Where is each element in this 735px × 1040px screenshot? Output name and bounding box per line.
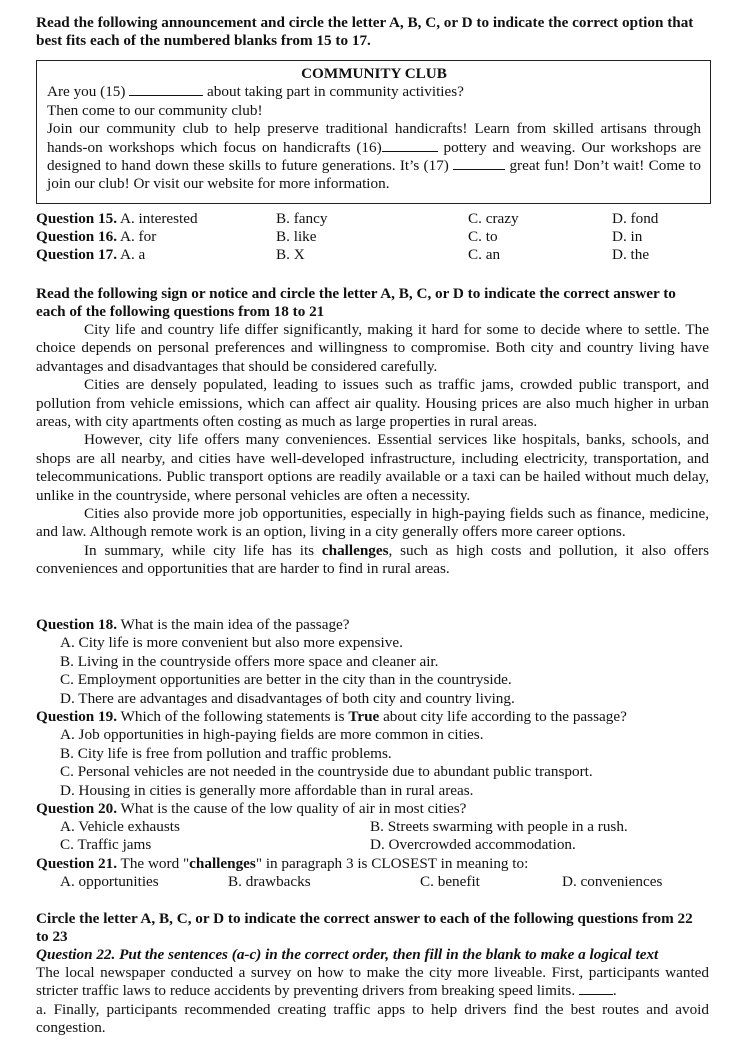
question-21-options	[36, 873, 716, 891]
option-d[interactable]: D. conveniences	[562, 873, 663, 890]
option-a[interactable]: A. interested	[119, 210, 198, 227]
option-c[interactable]: C. benefit	[420, 873, 480, 890]
question-text: The word "	[120, 855, 190, 872]
question-label: Question 16.	[36, 228, 118, 245]
question-row-16	[36, 228, 716, 246]
passage-paragraph-2: Cities are densely populated, leading to issues such as traffic jams, crowded public transport, and pollution from vehicle emissions, which can affect air quality. Housing prices are also much higher in urban areas, with city apartments often costing as much as large properties in rural areas.	[36, 376, 709, 431]
question-text: What is the main idea of the passage?	[120, 616, 350, 633]
passage-text: , such as high costs and pollution, it also offers conveniences and opportunities that are harder to find in rural areas.	[36, 541, 709, 578]
question-text: " in paragraph 3 is CLOSEST in meaning to:	[255, 855, 529, 872]
option-c[interactable]: C. to	[468, 228, 498, 245]
blank-17[interactable]	[453, 157, 505, 170]
option-b[interactable]: B. City life is free from pollution and traffic problems.	[60, 744, 392, 762]
question-20-options-2	[36, 836, 716, 854]
passage-paragraph-3: However, city life offers many conveniences. Essential services like hospitals, banks, schools, and shops are all nearby, and cities have well-developed infrastructure, including electricity, transportation, and telecommunications. Public transport options are readily available or a taxi can be hailed without much delay, unlike in the countryside, where personal vehicles are often a necessity.	[36, 431, 709, 504]
question-label: Question 15.	[36, 210, 118, 227]
question-20-options-1	[36, 818, 716, 836]
question-row-17	[36, 246, 716, 264]
question-22-heading: Question 22. Put the sentences (a-c) in the correct order, then fill in the blank to make a logical text	[36, 946, 659, 963]
question-20-stem	[36, 800, 709, 818]
option-a[interactable]: A. Job opportunities in high-paying fields are more common in cities.	[60, 726, 484, 744]
question-text: The local newspaper conducted a survey on how to make the city more liveable. First, participants wanted stricter traffic laws to reduce accidents by preventing drivers from breaking speed limits.	[36, 964, 709, 1000]
blank-15[interactable]	[129, 83, 203, 96]
question-label: Question 18.	[36, 616, 118, 633]
option-b[interactable]: B. Living in the countryside offers more space and cleaner air.	[60, 652, 439, 670]
question-label: Question 19.	[36, 708, 118, 725]
question-row-15	[36, 210, 716, 228]
announcement-text: Are you (15)	[47, 83, 126, 101]
question-17	[36, 246, 145, 264]
highlighted-word: challenges	[321, 541, 389, 559]
question-18	[36, 616, 709, 708]
option-b[interactable]: B. X	[276, 246, 305, 263]
announcement-text: pottery and weaving. Our workshops are designed to hand down these skills to future generations. It’s (17)	[47, 138, 702, 175]
question-16	[36, 228, 156, 246]
announcement-title: COMMUNITY CLUB	[301, 65, 447, 82]
option-b[interactable]: B. Streets swarming with people in a rush.	[370, 818, 628, 835]
announcement-text: great fun! Don’t wait! Come to join our club! Or visit our website for more information.	[47, 157, 701, 193]
question-19	[36, 708, 709, 800]
passage-paragraph-1: City life and country life differ significantly, making it hard for some to decide where to settle. The choice depends on personal preferences and willingness to compromise. Both city and country living have advantages and disadvantages that should be considered carefully.	[36, 321, 709, 375]
option-d[interactable]: D. the	[612, 246, 650, 263]
option-c[interactable]: C. Traffic jams	[60, 836, 152, 853]
question-20	[36, 800, 709, 818]
question-22-text	[36, 964, 709, 1001]
option-d[interactable]: D. in	[612, 228, 643, 245]
announcement-text: about taking part in community activities?	[207, 83, 464, 101]
question-18-stem	[36, 616, 709, 634]
question-text: What is the cause of the low quality of air in most cities?	[120, 800, 467, 817]
option-a[interactable]: A. for	[119, 228, 157, 245]
option-d[interactable]: D. fond	[612, 210, 659, 227]
option-b[interactable]: B. drawbacks	[228, 873, 311, 890]
option-d[interactable]: D. There are advantages and disadvantages of both city and country living.	[60, 689, 515, 707]
question-text: about city life according to the passage?	[379, 708, 627, 725]
question-text: Which of the following statements is	[120, 708, 349, 725]
section3-instruction: Circle the letter A, B, C, or D to indicate the correct answer to each of the following questions from 22 to 23	[36, 910, 693, 946]
option-c[interactable]: C. an	[468, 246, 501, 263]
option-d[interactable]: D. Housing in cities is generally more affordable than in rural areas.	[60, 781, 474, 799]
announcement-line-2: Then come to our community club!	[47, 101, 263, 119]
option-a[interactable]: A. a	[119, 246, 146, 263]
section1-instruction: Read the following announcement and circle the letter A, B, C, or D to indicate the correct option that best fits each of the numbered blanks from 15 to 17.	[36, 14, 694, 50]
question-15	[36, 210, 198, 228]
option-c[interactable]: C. Employment opportunities are better in the city than in the countryside.	[60, 671, 512, 689]
option-d[interactable]: D. Overcrowded accommodation.	[370, 836, 576, 853]
question-label: Question 20.	[36, 800, 118, 817]
question-label: Question 17.	[36, 246, 118, 263]
announcement-body	[47, 120, 701, 194]
sentence-a: a. Finally, participants recommended creating traffic apps to help drivers find the best routes and avoid congestion.	[36, 1001, 709, 1037]
option-a[interactable]: A. opportunities	[60, 873, 159, 890]
blank-22[interactable]	[579, 982, 613, 995]
option-c[interactable]: C. Personal vehicles are not needed in the countryside due to abundant public transport.	[60, 763, 593, 781]
option-a[interactable]: A. Vehicle exhausts	[60, 818, 180, 835]
reading-passage	[36, 321, 709, 579]
option-b[interactable]: B. fancy	[276, 210, 328, 227]
announcement-line-1	[47, 83, 701, 101]
option-c[interactable]: C. crazy	[468, 210, 519, 227]
passage-paragraph-4: Cities also provide more job opportunities, especially in high-paying fields such as finance, medicine, and law. Although remote work is an option, living in a city generally offers more career options.	[36, 505, 709, 541]
option-b[interactable]: B. like	[276, 228, 317, 245]
emphasis-word: True	[348, 708, 380, 725]
question-label: Question 21.	[36, 855, 118, 872]
passage-paragraph-5	[36, 542, 709, 579]
passage-text: In summary, while city life has its	[84, 541, 322, 559]
question-21-stem	[36, 855, 709, 873]
question-21	[36, 855, 709, 873]
blank-16[interactable]	[382, 139, 438, 152]
question-text: .	[612, 982, 617, 1000]
option-a[interactable]: A. City life is more convenient but also more expensive.	[60, 634, 403, 652]
question-19-stem	[36, 708, 709, 726]
announcement-box	[36, 60, 711, 204]
section2-instruction: Read the following sign or notice and circle the letter A, B, C, or D to indicate the correct answer to each of the following questions from 18 to 21	[36, 285, 676, 321]
announcement-text: Join our community club to help preserve traditional handicrafts! Learn from skilled artisans through hands-on workshops which focus on handicrafts (16)	[47, 120, 701, 156]
emphasis-word: challenges	[189, 855, 256, 872]
